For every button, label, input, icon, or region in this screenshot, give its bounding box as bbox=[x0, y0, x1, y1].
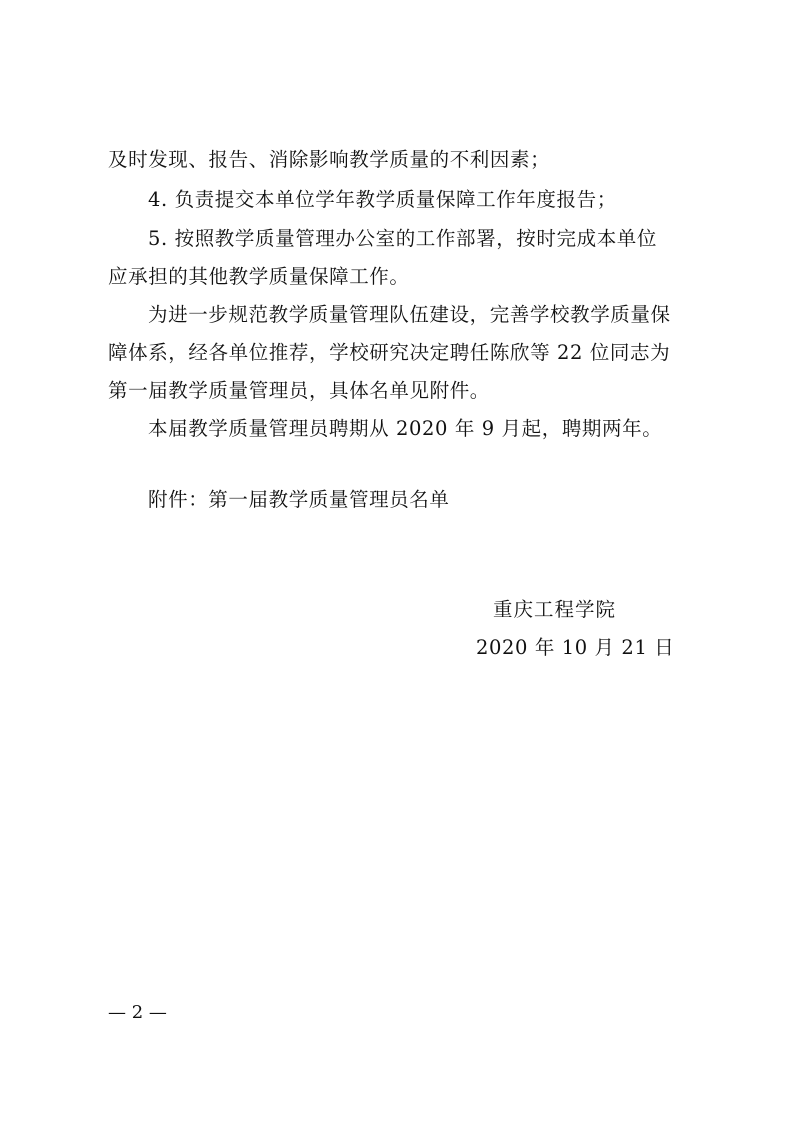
body-line-8: 本届教学质量管理员聘期从 2020 年 9 月起，聘期两年。 bbox=[148, 417, 663, 440]
page-number: — 2 — bbox=[108, 1002, 167, 1023]
signature-date: 2020 年 10 月 21 日 bbox=[476, 636, 675, 659]
body-line-3: 5. 按照教学质量管理办公室的工作部署，按时完成本单位 bbox=[148, 227, 658, 250]
body-line-5: 为进一步规范教学质量管理队伍建设，完善学校教学质量保 bbox=[148, 303, 671, 326]
signature-organization: 重庆工程学院 bbox=[493, 598, 617, 621]
attachment-line: 附件：第一届教学质量管理员名单 bbox=[148, 488, 450, 511]
body-line-6: 障体系，经各单位推荐，学校研究决定聘任陈欣等 22 位同志为 bbox=[108, 341, 671, 364]
body-line-2: 4. 负责提交本单位学年教学质量保障工作年度报告； bbox=[148, 188, 617, 211]
body-line-1: 及时发现、报告、消除影响教学质量的不利因素； bbox=[108, 148, 551, 171]
body-line-7: 第一届教学质量管理员，具体名单见附件。 bbox=[108, 379, 490, 402]
body-line-4: 应承担的其他教学质量保障工作。 bbox=[108, 265, 410, 288]
